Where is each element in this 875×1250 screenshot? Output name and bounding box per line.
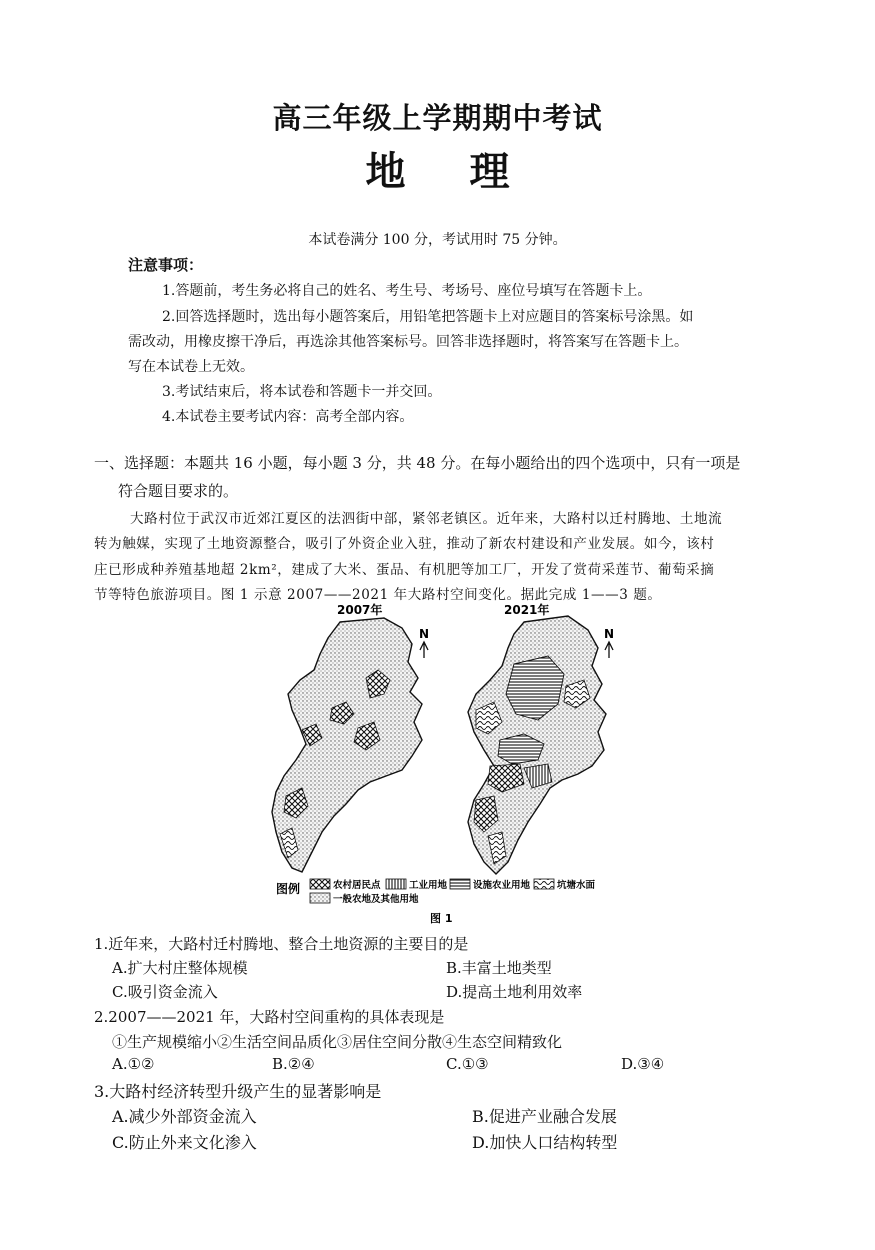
question-3-option-c[interactable]: C.防止外来文化渗入 (112, 1133, 257, 1152)
north-arrow-2007-icon (420, 642, 428, 658)
question-1-option-a[interactable]: A.扩大村庄整体规模 (112, 959, 248, 977)
question-2-option-b[interactable]: B.②④ (272, 1055, 315, 1073)
passage-line-3: 庄已形成种养殖基地超 2km²，建成了大米、蛋品、有机肥等加工厂，开发了赏荷采莲节、葡萄采摘 (94, 562, 715, 578)
question-2-option-c[interactable]: C.①③ (446, 1055, 489, 1073)
legend-swatch-farmland (310, 893, 330, 903)
legend-swatch-facility-agriculture (450, 879, 470, 889)
legend-label-settlement: 农村居民点 (333, 880, 381, 891)
notice-item-2-line-2: 需改动，用橡皮擦干净后，再选涂其他答案标号。回答非选择题时，将答案写在答题卡上。 (128, 334, 688, 350)
question-2-statements: ①生产规模缩小②生活空间品质化③居住空间分散④生态空间精致化 (112, 1033, 563, 1051)
legend-swatch-industrial (386, 879, 406, 889)
legend-label-pond: 坑塘水面 (557, 880, 596, 891)
passage-line-2: 转为触媒，实现了土地资源整合，吸引了外资企业入驻，推动了新农村建设和产业发展。如今，该村 (94, 536, 715, 552)
exam-title: 高三年级上学期期中考试 (272, 101, 603, 135)
north-arrow-2021-icon (605, 642, 613, 658)
notice-item-2-line-1: 2.回答选择题时，选出每小题答案后，用铅笔把答题卡上对应题目的答案标号涂黑。如 (162, 309, 694, 325)
legend-swatch-settlement (310, 879, 330, 889)
legend-title: 图例 (276, 882, 301, 896)
question-3-option-d[interactable]: D.加快人口结构转型 (472, 1133, 618, 1152)
legend-label-farmland: 一般农地及其他用地 (333, 894, 419, 905)
exam-meta: 本试卷满分 100 分，考试用时 75 分钟。 (308, 232, 567, 248)
question-2-option-a[interactable]: A.①② (112, 1055, 155, 1073)
section-heading-line-1: 一、选择题：本题共 16 小题，每小题 3 分，共 48 分。在每小题给出的四个选项中，只有一项是 (94, 454, 741, 472)
map-2007-label: 2007年 (337, 603, 383, 617)
north-arrow-2007-label: N (419, 627, 430, 641)
question-2-stem: 2.2007——2021 年，大路村空间重构的具体表现是 (94, 1008, 445, 1026)
question-1-option-d[interactable]: D.提高土地利用效率 (446, 983, 583, 1001)
notice-item-2-line-3: 写在本试卷上无效。 (128, 359, 254, 375)
legend-label-industrial: 工业用地 (409, 880, 448, 891)
question-3-option-a[interactable]: A.减少外部资金流入 (112, 1107, 257, 1126)
figure-1-svg (262, 600, 654, 930)
question-3-stem: 3.大路村经济转型升级产生的显著影响是 (94, 1082, 382, 1101)
question-2-option-d[interactable]: D.③④ (621, 1055, 665, 1073)
notice-item-1: 1.答题前，考生务必将自己的姓名、考生号、考场号、座位号填写在答题卡上。 (162, 283, 652, 299)
section-heading-line-2: 符合题目要求的。 (118, 482, 239, 500)
map-2021-label: 2021年 (504, 603, 550, 617)
notice-item-4: 4.本试卷主要考试内容：高考全部内容。 (162, 409, 414, 425)
question-3-option-b[interactable]: B.促进产业融合发展 (472, 1107, 617, 1126)
question-1-option-c[interactable]: C.吸引资金流入 (112, 983, 218, 1001)
figure-caption: 图 1 (430, 912, 453, 925)
passage-line-1: 大路村位于武汉市近郊江夏区的法泗街中部，紧邻老镇区。近年来，大路村以迁村腾地、土地流 (130, 511, 723, 527)
notice-heading: 注意事项： (128, 256, 204, 274)
map-2007-boundary (272, 618, 422, 872)
question-1-option-b[interactable]: B.丰富土地类型 (446, 959, 552, 977)
subject-title: 地理 (365, 149, 574, 195)
question-1-stem: 1.近年来，大路村迁村腾地、整合土地资源的主要目的是 (94, 935, 469, 953)
passage-line-4: 节等特色旅游项目。图 1 示意 2007——2021 年大路村空间变化。据此完成 1——3 题。 (94, 587, 662, 603)
north-arrow-2021-label: N (604, 627, 615, 641)
legend-swatch-pond (534, 879, 554, 889)
notice-item-3: 3.考试结束后，将本试卷和答题卡一并交回。 (162, 384, 442, 400)
figure-1 (262, 600, 654, 930)
legend-label-facility-agriculture: 设施农业用地 (473, 880, 531, 891)
